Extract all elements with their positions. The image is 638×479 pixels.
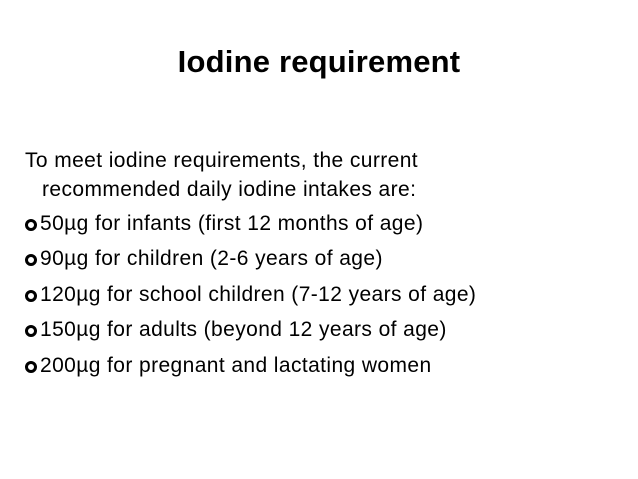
hollow-circle-icon (25, 361, 37, 373)
list-item-text: 120µg for school children (7-12 years of age) (40, 282, 477, 306)
list-item-text: 50µg for infants (first 12 months of age) (40, 211, 424, 235)
hollow-circle-icon (25, 254, 37, 266)
list-item-text: 200µg for pregnant and lactating women (40, 353, 432, 377)
slide-title: Iodine requirement (177, 44, 461, 79)
list-item-text: 90µg for children (2-6 years of age) (40, 247, 383, 271)
intro-line-1: To meet iodine requirements, the current (25, 149, 419, 172)
list-item-text: 150µg for adults (beyond 12 years of age) (40, 318, 447, 342)
list-item (25, 242, 625, 278)
hollow-circle-icon (25, 290, 37, 302)
hollow-circle-icon (25, 219, 37, 231)
list-item (25, 348, 625, 384)
intake-list (25, 206, 625, 384)
list-item (25, 277, 625, 313)
list-item (25, 206, 625, 242)
intro-line-2: recommended daily iodine intakes are: (42, 178, 417, 201)
list-item (25, 313, 625, 349)
hollow-circle-icon (25, 325, 37, 337)
intro-text (25, 146, 625, 204)
